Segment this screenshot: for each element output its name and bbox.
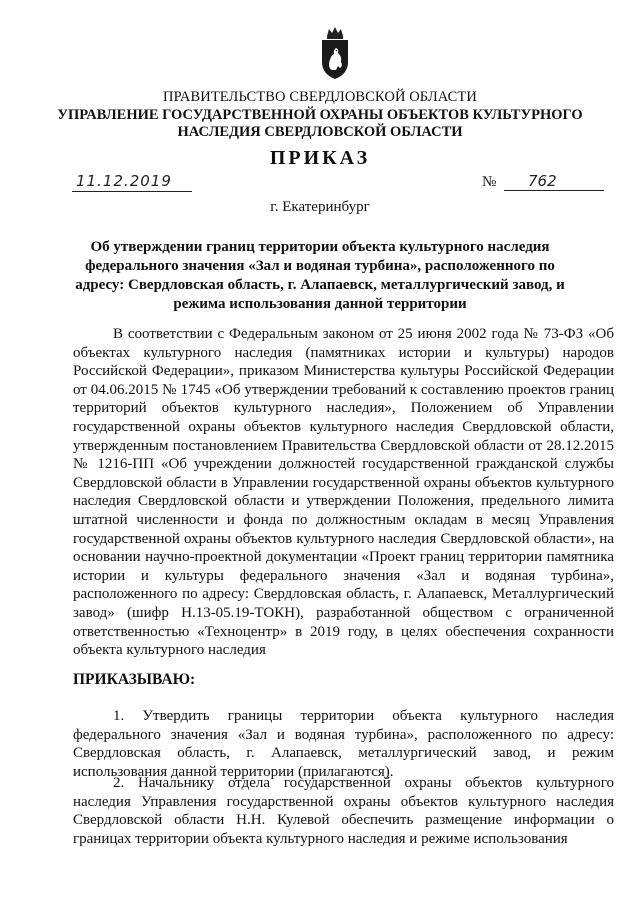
order-item-1: 1. Утвердить границы территории объекта культурного наследия федерального значения «Зал и водяная турбина», расположенного по адресу: Свердловская область, г. Алапаевск, металлургический завод, и режим использования данной территории (прилагаются).: [73, 708, 614, 780]
order-subject: Об утверждении границ территории объекта культурного наследия федерального значения «Зал и водяная турбина», расположенного по адресу: Свердловская область, г. Алапаевск, металлургический завод, и режима использования данной территории: [75, 239, 565, 312]
sverdlovsk-coat-of-arms-icon: [318, 26, 352, 80]
government-name: ПРАВИТЕЛЬСТВО СВЕРДЛОВСКОЙ ОБЛАСТИ: [163, 89, 477, 105]
order-date: 11.12.2019: [72, 171, 192, 192]
document-type-title: ПРИКАЗ: [269, 147, 371, 169]
order-item-2: 2. Начальнику отдела государственной охраны объектов культурного наследия Управления государственной охраны объектов культурного наследия Свердловской области Н.Н. Кулевой обеспечить размещение информации о границах территории объекта культурного наследия и режиме использования: [73, 775, 614, 847]
order-number: 762: [504, 171, 604, 191]
city-line: г. Екатеринбург: [270, 199, 370, 215]
preamble-paragraph: В соответствии с Федеральным законом от 25 июня 2002 года № 73-ФЗ «Об объектах культурного наследия (памятниках истории и культуры) народов Российской Федерации», приказом Министерства культуры Российской Федерации от 04.06.2015 № 1745 «Об утверждении требований к составлению проектов границ территорий объектов культурного наследия», Положением об Управлении государственной охраны объектов культурного наследия Свердловской области, утвержденным постановлением Правительства Свердловской области от 28.12.2015 № 1216-ПП «Об учреждении должностей государственной гражданской службы Свердловской области в Управлении государственной охраны объектов культурного наследия Свердловской области и утверждении Положения, предельного лимита штатной численности и фонда по должностным окладам в месяц Управления государственной охраны объектов культурного наследия Свердловской области», на основании научно-проектной документации «Проект границ территории памятника истории и культуры федерального значения «Зал и водяная турбина», расположенного по адресу: Свердловская область, г. Алапаевск, Металлургический завод» (шифр Н.13-05.19-ТОКН), разработанной обществом с ограниченной ответственностью «Техноцентр» в 2019 году, в целях обеспечения сохранности объекта культурного наследия: [73, 326, 614, 659]
department-name: УПРАВЛЕНИЕ ГОСУДАРСТВЕННОЙ ОХРАНЫ ОБЪЕКТОВ КУЛЬТУРНОГО НАСЛЕДИЯ СВЕРДЛОВСКОЙ ОБЛАСТИ: [57, 107, 583, 140]
order-number-label: №: [482, 174, 497, 190]
order-heading: ПРИКАЗЫВАЮ:: [73, 671, 196, 688]
